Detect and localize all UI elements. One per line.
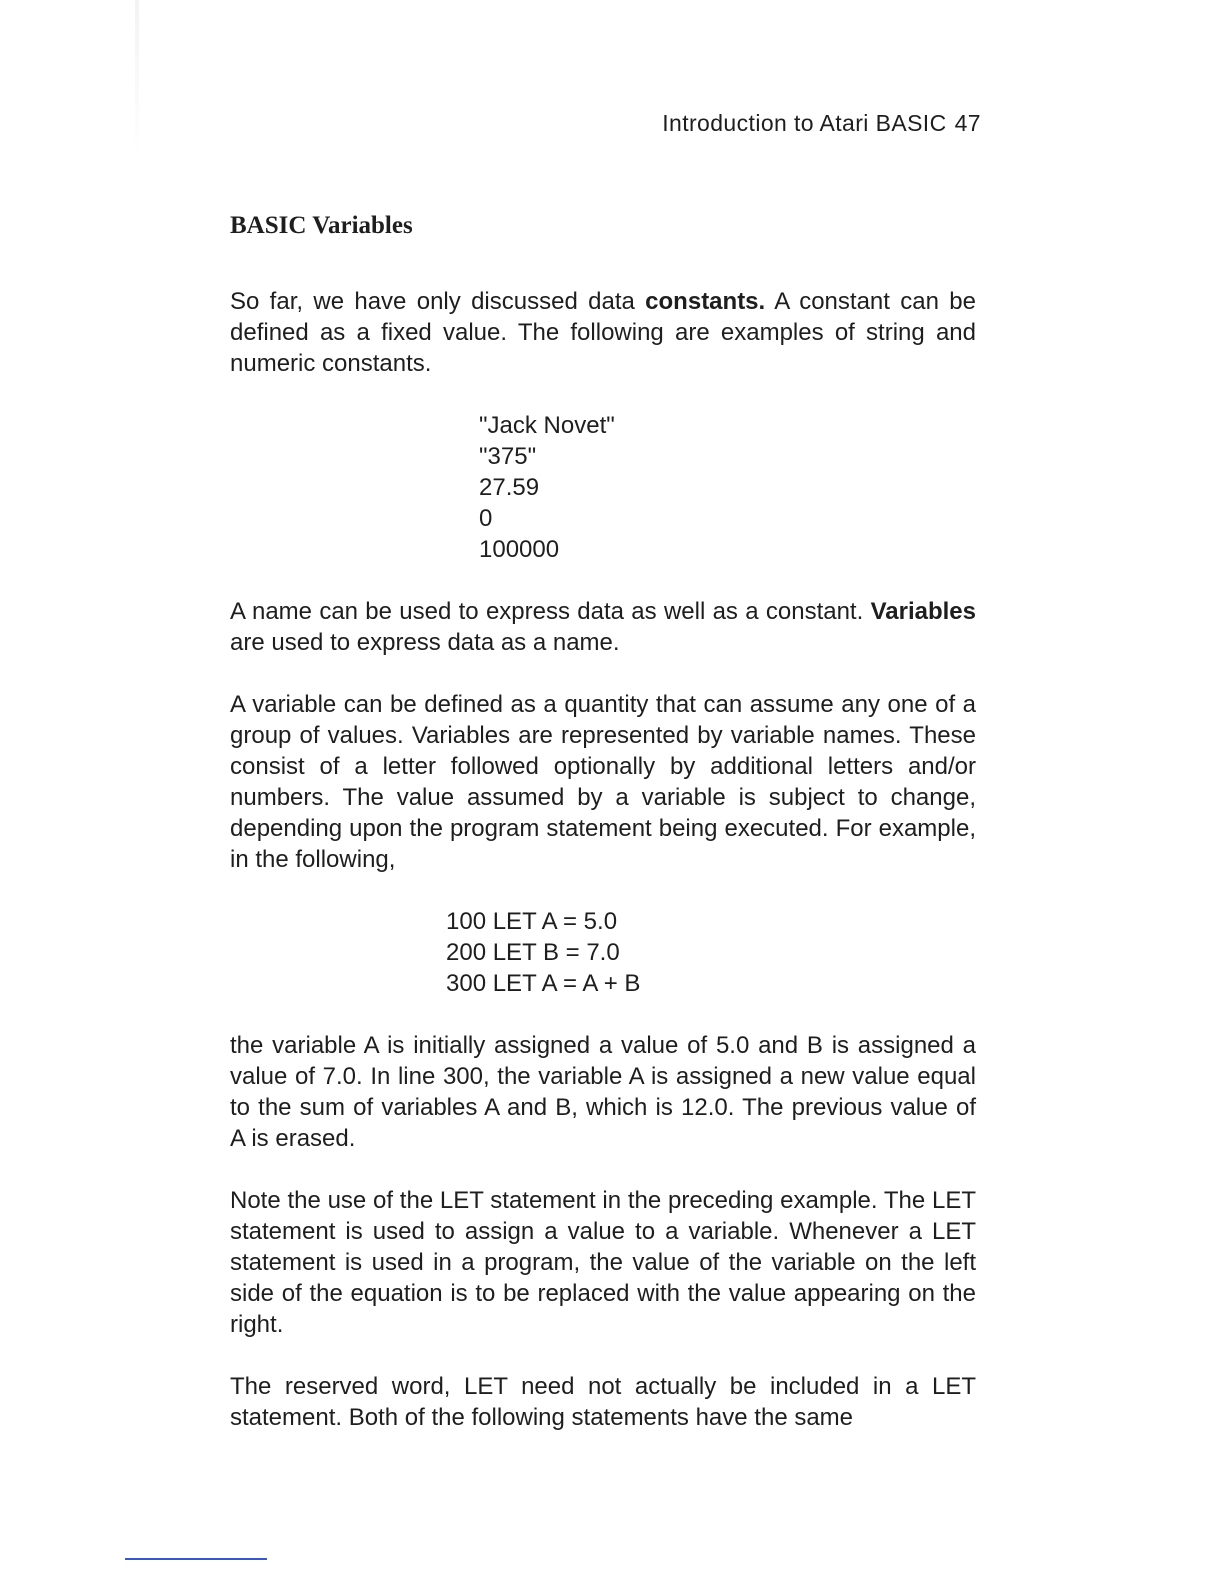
program-line: 100 LET A = 5.0 bbox=[446, 908, 618, 935]
paragraph-let-optional: The reserved word, LET need not actually be included in a LET statement. Both of the following statements have the same bbox=[230, 1373, 976, 1431]
paragraph-variables-intro bbox=[230, 596, 976, 658]
page-content bbox=[230, 208, 976, 1433]
program-line: 300 LET A = A + B bbox=[446, 970, 641, 997]
paragraph-text: are used to express data as a name. bbox=[230, 629, 620, 656]
paragraph-text: A name can be used to express data as well as a constant. bbox=[230, 598, 871, 625]
section-heading: BASIC Variables bbox=[230, 212, 413, 239]
paragraph-program-explanation: the variable A is initially assigned a value of 5.0 and B is assigned a value of 7.0. In line 300, the variable A is assigned a new value equal to the sum of variables A and B, which is 12.0. The previous value of A is erased. bbox=[230, 1032, 976, 1152]
paragraph-constants-intro bbox=[230, 286, 976, 379]
running-title: Introduction to Atari BASIC bbox=[662, 110, 947, 136]
constant-example: "375" bbox=[479, 443, 537, 470]
constant-example: 0 bbox=[479, 505, 493, 532]
bottom-rule bbox=[125, 1558, 267, 1560]
paragraph-text: So far, we have only discussed data bbox=[230, 288, 646, 315]
constant-example: 27.59 bbox=[479, 474, 540, 501]
scan-shadow-edge bbox=[135, 0, 139, 160]
paragraph-let-statement: Note the use of the LET statement in the preceding example. The LET statement is used to assign a value to a variable. Whenever a LET statement is used in a program, the value of the variable on the left side of the equation is to be replaced with the value appearing on the right. bbox=[230, 1187, 976, 1338]
term-variables: Variables bbox=[870, 598, 976, 625]
paragraph-text: A constant can be defined as a fixed value. The following are examples of string and numeric constants. bbox=[230, 288, 976, 377]
term-constants: constants. bbox=[645, 288, 766, 315]
program-line: 200 LET B = 7.0 bbox=[446, 939, 620, 966]
paragraph-variable-definition: A variable can be defined as a quantity that can assume any one of a group of values. Variables are represented by variable names. These consist of a letter followed optionally by additional letters and/or numbers. The value assumed by a variable is subject to change, depending upon the program statement being executed. For example, in the following, bbox=[230, 691, 976, 873]
constants-example-list bbox=[230, 410, 976, 565]
running-header bbox=[662, 110, 981, 137]
constant-example: "Jack Novet" bbox=[479, 412, 615, 439]
constant-example: 100000 bbox=[479, 536, 560, 563]
program-listing bbox=[230, 906, 976, 999]
page-number: 47 bbox=[954, 110, 981, 136]
